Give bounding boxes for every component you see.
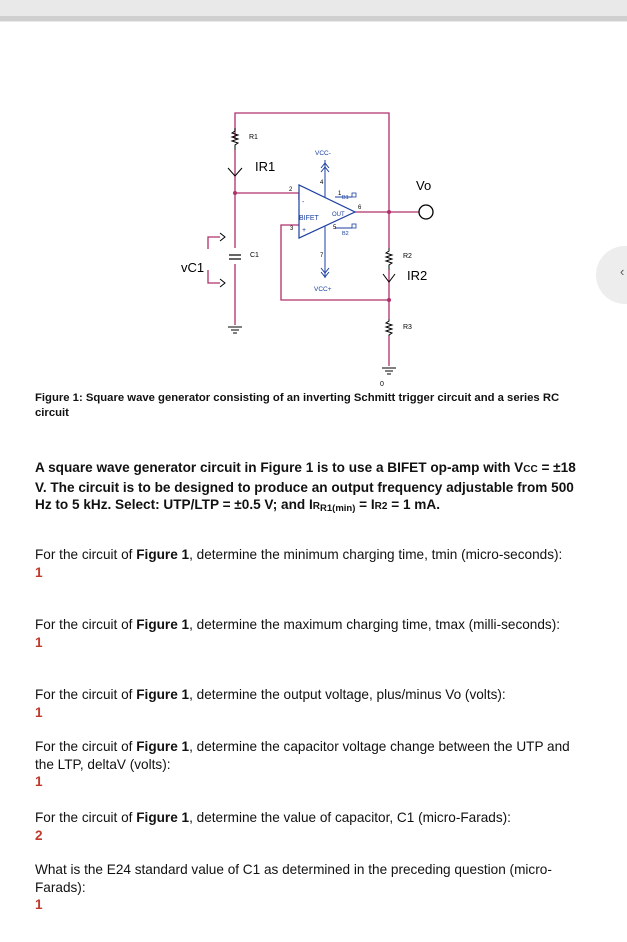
label-ground: 0 [380, 381, 384, 388]
intro-text: A square wave generator circuit in Figure 1 is to use a BIFET op-amp with V [35, 460, 524, 475]
label-pin3: 3 [290, 226, 294, 232]
question-item: What is the E24 standard value of C1 as determined in the preceding question (micro-Farads): 1 [35, 861, 590, 914]
ir1-subscript: R1(min) [320, 503, 356, 514]
label-pin1: 1 [338, 191, 342, 197]
figure-caption: Figure 1: Square wave generator consisting of an inverting Schmitt trigger circuit and a series RC circuit [35, 392, 560, 419]
problem-statement [35, 459, 590, 518]
intro-text: = I [355, 497, 375, 512]
label-pin4: 4 [320, 180, 324, 186]
vc1-plus-arrow-icon [220, 233, 225, 241]
toolbar-divider [0, 16, 627, 21]
label-r2: R2 [403, 253, 412, 260]
ground-icon [382, 368, 396, 374]
vcc-subscript: CC [523, 464, 538, 475]
label-b1: B1 [342, 195, 349, 201]
label-ir2: IR2 [407, 268, 428, 283]
label-c1: C1 [250, 252, 259, 259]
answer-value: 1 [35, 897, 43, 912]
label-r3: R3 [403, 324, 412, 331]
c1-capacitor [229, 255, 241, 259]
label-vc1: vC1 [181, 260, 205, 275]
label-pin6: 6 [358, 205, 362, 211]
answer-value: 2 [35, 827, 43, 843]
question-item: For the circuit of Figure 1, determine the capacitor voltage change between the UTP and the LTP, deltaV (volts): 1 [35, 738, 590, 791]
label-vo: Vo [416, 178, 432, 193]
circuit-figure [0, 100, 627, 390]
label-out: OUT [332, 212, 345, 218]
label-pin7: 7 [320, 253, 324, 259]
label-vcc-minus: VCC- [315, 150, 331, 157]
node-dot [233, 191, 237, 195]
question-item: For the circuit of Figure 1, determine the maximum charging time, tmax (milli-seconds): 1 [35, 616, 590, 651]
answer-value: 1 [35, 564, 43, 580]
node-dot [387, 210, 391, 214]
vo-terminal [419, 205, 433, 219]
label-b2: B2 [342, 231, 349, 237]
label-bifet: BIFET [299, 215, 319, 222]
question-item: For the circuit of Figure 1, determine the output voltage, plus/minus Vo (volts): 1 [35, 686, 590, 721]
r2-resistor [386, 248, 392, 270]
label-vcc-plus: VCC+ [314, 286, 332, 293]
question-item: For the circuit of Figure 1, determine the value of capacitor, C1 (micro-Farads): 2 [35, 809, 590, 844]
top-toolbar [0, 0, 627, 22]
answer-value: 1 [35, 774, 43, 789]
intro-text: = 1 mA. [387, 497, 440, 512]
answer-value: 1 [35, 704, 43, 720]
chevron-left-icon: ‹ [620, 264, 625, 279]
ir1-label: R [312, 501, 321, 512]
label-plus: + [302, 227, 307, 234]
ground-icon [228, 327, 242, 333]
label-minus: - [302, 199, 305, 206]
r3-resistor [386, 319, 392, 336]
answer-value: 1 [35, 634, 43, 650]
vc1-minus-arrow-icon [220, 279, 225, 287]
label-pin2: 2 [289, 187, 293, 193]
label-ir1: IR1 [255, 159, 276, 174]
question-item: For the circuit of Figure 1, determine the minimum charging time, tmin (micro-seconds): 1 [35, 546, 590, 581]
node-dot [387, 298, 391, 302]
ir2-subscript: R2 [374, 501, 388, 512]
label-pin5: 5 [333, 225, 337, 231]
label-r1: R1 [249, 134, 258, 141]
intro-text: = ±18 V. The circuit is to be designed to produce an output frequency adjustable from 500 Hz to 5 kHz. Select: UTP/LTP = ±0.5 V; and I [35, 460, 576, 512]
